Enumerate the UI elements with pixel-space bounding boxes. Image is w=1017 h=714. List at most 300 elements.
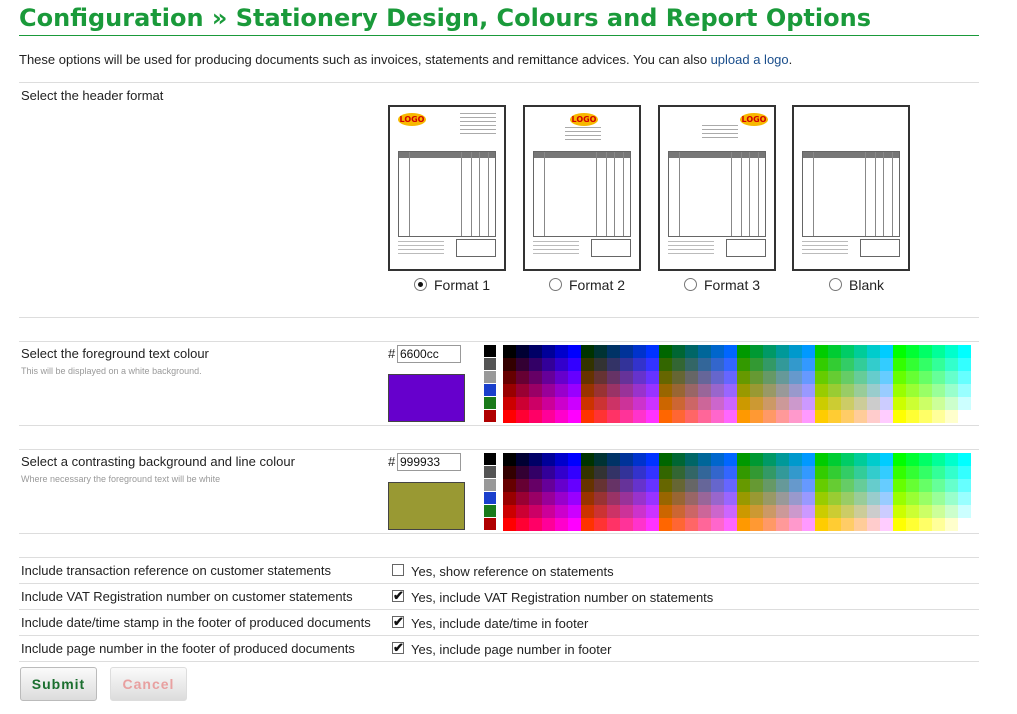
palette-swatch[interactable] (802, 371, 815, 384)
palette-swatch[interactable] (763, 479, 776, 492)
palette-swatch[interactable] (698, 358, 711, 371)
palette-swatch[interactable] (841, 492, 854, 505)
radio-icon[interactable] (829, 278, 842, 291)
palette-swatch[interactable] (646, 453, 659, 466)
palette-swatch[interactable] (750, 358, 763, 371)
vat-registration-checkbox[interactable]: ✔ (393, 588, 404, 603)
palette-swatch[interactable] (789, 358, 802, 371)
palette-swatch[interactable] (750, 345, 763, 358)
palette-swatch[interactable] (737, 492, 750, 505)
palette-swatch[interactable] (750, 384, 763, 397)
palette-swatch[interactable] (542, 479, 555, 492)
palette-swatch[interactable] (568, 505, 581, 518)
palette-swatch[interactable] (724, 384, 737, 397)
palette-swatch[interactable] (581, 453, 594, 466)
palette-swatch[interactable] (906, 479, 919, 492)
palette-swatch[interactable] (542, 345, 555, 358)
palette-swatch[interactable] (737, 505, 750, 518)
palette-swatch[interactable] (958, 410, 971, 423)
background-colour-palette[interactable] (484, 453, 971, 531)
palette-swatch[interactable] (607, 492, 620, 505)
palette-swatch[interactable] (672, 505, 685, 518)
palette-swatch[interactable] (581, 505, 594, 518)
palette-swatch[interactable] (516, 518, 529, 531)
palette-swatch[interactable] (672, 410, 685, 423)
palette-swatch[interactable] (893, 371, 906, 384)
palette-swatch[interactable] (880, 505, 893, 518)
palette-swatch[interactable] (581, 384, 594, 397)
palette-swatch[interactable] (568, 345, 581, 358)
palette-swatch[interactable] (555, 358, 568, 371)
palette-swatch[interactable] (815, 453, 828, 466)
palette-swatch[interactable] (555, 453, 568, 466)
palette-swatch[interactable] (828, 479, 841, 492)
palette-swatch[interactable] (503, 453, 516, 466)
palette-swatch[interactable] (594, 518, 607, 531)
vat-registration-checkbox-label[interactable]: Yes, include VAT Registration number on statements (411, 590, 714, 605)
palette-swatch[interactable] (854, 466, 867, 479)
palette-swatch[interactable] (581, 358, 594, 371)
palette-swatch[interactable] (594, 466, 607, 479)
palette-swatch[interactable] (828, 518, 841, 531)
palette-swatch[interactable] (854, 384, 867, 397)
palette-swatch[interactable] (724, 410, 737, 423)
palette-swatch[interactable] (698, 453, 711, 466)
palette-swatch[interactable] (841, 371, 854, 384)
palette-swatch[interactable] (711, 358, 724, 371)
palette-swatch[interactable] (919, 384, 932, 397)
palette-swatch[interactable] (893, 345, 906, 358)
palette-swatch[interactable] (737, 466, 750, 479)
palette-swatch[interactable] (659, 453, 672, 466)
palette-swatch[interactable] (542, 358, 555, 371)
palette-swatch[interactable] (854, 345, 867, 358)
palette-swatch[interactable] (893, 466, 906, 479)
palette-swatch[interactable] (867, 384, 880, 397)
palette-swatch[interactable] (828, 397, 841, 410)
palette-swatch[interactable] (841, 505, 854, 518)
palette-swatch[interactable] (802, 492, 815, 505)
palette-swatch[interactable] (776, 518, 789, 531)
palette-swatch[interactable] (828, 453, 841, 466)
palette-swatch[interactable] (568, 358, 581, 371)
palette-swatch[interactable] (568, 371, 581, 384)
palette-swatch[interactable] (698, 410, 711, 423)
palette-swatch[interactable] (685, 358, 698, 371)
palette-swatch[interactable] (711, 518, 724, 531)
palette-swatch[interactable] (906, 518, 919, 531)
palette-swatch[interactable] (893, 492, 906, 505)
palette-swatch[interactable] (945, 518, 958, 531)
palette-swatch[interactable] (789, 384, 802, 397)
palette-swatch[interactable] (841, 345, 854, 358)
palette-swatch[interactable] (932, 492, 945, 505)
palette-swatch[interactable] (958, 397, 971, 410)
palette-swatch[interactable] (724, 466, 737, 479)
palette-swatch[interactable] (698, 518, 711, 531)
palette-swatch[interactable] (945, 466, 958, 479)
palette-swatch[interactable] (594, 410, 607, 423)
palette-swatch[interactable] (737, 371, 750, 384)
palette-swatch[interactable] (828, 371, 841, 384)
palette-swatch[interactable] (880, 397, 893, 410)
palette-swatch[interactable] (724, 492, 737, 505)
palette-swatch[interactable] (880, 453, 893, 466)
palette-swatch[interactable] (529, 466, 542, 479)
palette-swatch[interactable] (633, 384, 646, 397)
palette-swatch[interactable] (672, 384, 685, 397)
palette-swatch[interactable] (828, 492, 841, 505)
palette-swatch[interactable] (828, 384, 841, 397)
palette-swatch[interactable] (724, 397, 737, 410)
palette-swatch[interactable] (776, 358, 789, 371)
palette-swatch[interactable] (581, 397, 594, 410)
palette-swatch[interactable] (789, 479, 802, 492)
palette-swatch[interactable] (776, 410, 789, 423)
palette-swatch[interactable] (763, 358, 776, 371)
palette-swatch[interactable] (581, 492, 594, 505)
palette-swatch[interactable] (828, 345, 841, 358)
palette-swatch[interactable] (750, 466, 763, 479)
palette-swatch[interactable] (906, 384, 919, 397)
palette-swatch[interactable] (646, 384, 659, 397)
transaction-reference-checkbox-label[interactable]: Yes, show reference on statements (411, 564, 614, 579)
palette-swatch[interactable] (828, 410, 841, 423)
palette-swatch[interactable] (555, 466, 568, 479)
palette-swatch[interactable] (841, 410, 854, 423)
palette-swatch[interactable] (659, 345, 672, 358)
palette-swatch[interactable] (958, 505, 971, 518)
palette-swatch[interactable] (724, 453, 737, 466)
palette-swatch[interactable] (633, 397, 646, 410)
palette-swatch[interactable] (958, 358, 971, 371)
palette-swatch[interactable] (776, 466, 789, 479)
palette-swatch[interactable] (789, 453, 802, 466)
palette-swatch[interactable] (750, 479, 763, 492)
palette-swatch[interactable] (542, 492, 555, 505)
format-2-radio[interactable]: Format 2 (549, 277, 625, 293)
palette-swatch[interactable] (516, 453, 529, 466)
palette-swatch[interactable] (919, 492, 932, 505)
palette-swatch[interactable] (646, 492, 659, 505)
palette-swatch[interactable] (750, 397, 763, 410)
palette-swatch[interactable] (672, 518, 685, 531)
palette-swatch[interactable] (802, 479, 815, 492)
palette-swatch[interactable] (594, 384, 607, 397)
palette-swatch[interactable] (568, 492, 581, 505)
format-3-preview[interactable] (658, 105, 776, 271)
palette-swatch[interactable] (958, 466, 971, 479)
palette-swatch[interactable] (620, 345, 633, 358)
palette-swatch[interactable] (841, 397, 854, 410)
palette-swatch[interactable] (685, 505, 698, 518)
cancel-button[interactable]: Cancel (110, 667, 187, 701)
palette-swatch[interactable] (815, 345, 828, 358)
palette-swatch[interactable] (685, 345, 698, 358)
palette-swatch[interactable] (867, 358, 880, 371)
palette-swatch[interactable] (484, 371, 496, 383)
palette-swatch[interactable] (919, 410, 932, 423)
palette-swatch[interactable] (945, 505, 958, 518)
palette-swatch[interactable] (620, 397, 633, 410)
palette-swatch[interactable] (607, 466, 620, 479)
palette-swatch[interactable] (529, 358, 542, 371)
palette-swatch[interactable] (633, 453, 646, 466)
palette-swatch[interactable] (659, 492, 672, 505)
palette-swatch[interactable] (724, 345, 737, 358)
palette-swatch[interactable] (932, 358, 945, 371)
palette-swatch[interactable] (633, 492, 646, 505)
palette-swatch[interactable] (763, 384, 776, 397)
palette-swatch[interactable] (659, 505, 672, 518)
palette-swatch[interactable] (763, 345, 776, 358)
palette-swatch[interactable] (698, 492, 711, 505)
palette-swatch[interactable] (542, 410, 555, 423)
palette-swatch[interactable] (789, 505, 802, 518)
palette-swatch[interactable] (529, 492, 542, 505)
palette-swatch[interactable] (607, 410, 620, 423)
palette-swatch[interactable] (932, 410, 945, 423)
palette-swatch[interactable] (542, 397, 555, 410)
palette-swatch[interactable] (945, 358, 958, 371)
palette-swatch[interactable] (802, 410, 815, 423)
palette-swatch[interactable] (750, 371, 763, 384)
palette-swatch[interactable] (893, 505, 906, 518)
palette-swatch[interactable] (698, 479, 711, 492)
blank-format-preview[interactable] (792, 105, 910, 271)
palette-swatch[interactable] (659, 479, 672, 492)
palette-swatch[interactable] (568, 453, 581, 466)
palette-swatch[interactable] (737, 453, 750, 466)
palette-swatch[interactable] (724, 518, 737, 531)
palette-swatch[interactable] (503, 358, 516, 371)
palette-swatch[interactable] (503, 492, 516, 505)
palette-swatch[interactable] (958, 371, 971, 384)
palette-swatch[interactable] (880, 384, 893, 397)
palette-swatch[interactable] (763, 518, 776, 531)
palette-swatch[interactable] (555, 397, 568, 410)
palette-swatch[interactable] (659, 466, 672, 479)
palette-swatch[interactable] (484, 453, 496, 465)
palette-swatch[interactable] (958, 345, 971, 358)
submit-button[interactable]: Submit (20, 667, 97, 701)
palette-swatch[interactable] (633, 518, 646, 531)
palette-swatch[interactable] (607, 453, 620, 466)
palette-swatch[interactable] (750, 410, 763, 423)
palette-swatch[interactable] (555, 410, 568, 423)
palette-swatch[interactable] (620, 518, 633, 531)
palette-swatch[interactable] (815, 492, 828, 505)
palette-swatch[interactable] (607, 384, 620, 397)
palette-swatch[interactable] (776, 384, 789, 397)
radio-icon[interactable] (549, 278, 562, 291)
palette-swatch[interactable] (919, 345, 932, 358)
palette-swatch[interactable] (763, 410, 776, 423)
palette-swatch[interactable] (581, 479, 594, 492)
palette-swatch[interactable] (737, 410, 750, 423)
palette-swatch[interactable] (516, 466, 529, 479)
palette-swatch[interactable] (503, 384, 516, 397)
palette-swatch[interactable] (484, 397, 496, 409)
palette-swatch[interactable] (633, 479, 646, 492)
palette-swatch[interactable] (815, 397, 828, 410)
palette-swatch[interactable] (581, 518, 594, 531)
palette-swatch[interactable] (646, 466, 659, 479)
palette-swatch[interactable] (633, 466, 646, 479)
palette-swatch[interactable] (919, 358, 932, 371)
palette-swatch[interactable] (919, 505, 932, 518)
palette-swatch[interactable] (802, 453, 815, 466)
palette-swatch[interactable] (555, 371, 568, 384)
palette-swatch[interactable] (503, 518, 516, 531)
palette-swatch[interactable] (516, 410, 529, 423)
palette-swatch[interactable] (815, 371, 828, 384)
palette-swatch[interactable] (893, 358, 906, 371)
palette-swatch[interactable] (750, 492, 763, 505)
palette-swatch[interactable] (484, 410, 496, 422)
palette-swatch[interactable] (542, 466, 555, 479)
palette-swatch[interactable] (542, 518, 555, 531)
palette-swatch[interactable] (841, 466, 854, 479)
palette-swatch[interactable] (503, 410, 516, 423)
palette-swatch[interactable] (659, 518, 672, 531)
palette-swatch[interactable] (737, 518, 750, 531)
palette-swatch[interactable] (893, 453, 906, 466)
palette-swatch[interactable] (516, 397, 529, 410)
palette-swatch[interactable] (854, 479, 867, 492)
palette-swatch[interactable] (737, 358, 750, 371)
palette-swatch[interactable] (484, 479, 496, 491)
palette-swatch[interactable] (945, 410, 958, 423)
palette-swatch[interactable] (776, 505, 789, 518)
palette-swatch[interactable] (854, 453, 867, 466)
palette-swatch[interactable] (802, 345, 815, 358)
palette-swatch[interactable] (867, 479, 880, 492)
palette-swatch[interactable] (484, 518, 496, 530)
palette-swatch[interactable] (854, 397, 867, 410)
palette-swatch[interactable] (763, 466, 776, 479)
palette-swatch[interactable] (620, 479, 633, 492)
upload-logo-link[interactable]: upload a logo (710, 52, 789, 67)
palette-swatch[interactable] (581, 466, 594, 479)
palette-swatch[interactable] (568, 466, 581, 479)
palette-swatch[interactable] (503, 371, 516, 384)
palette-swatch[interactable] (945, 492, 958, 505)
palette-swatch[interactable] (802, 505, 815, 518)
palette-swatch[interactable] (945, 384, 958, 397)
palette-swatch[interactable] (802, 384, 815, 397)
palette-swatch[interactable] (841, 479, 854, 492)
palette-swatch[interactable] (542, 384, 555, 397)
palette-swatch[interactable] (646, 518, 659, 531)
palette-swatch[interactable] (685, 479, 698, 492)
palette-swatch[interactable] (867, 345, 880, 358)
palette-swatch[interactable] (854, 518, 867, 531)
palette-swatch[interactable] (659, 410, 672, 423)
palette-swatch[interactable] (854, 505, 867, 518)
format-2-preview[interactable] (523, 105, 641, 271)
palette-swatch[interactable] (516, 384, 529, 397)
palette-swatch[interactable] (568, 410, 581, 423)
palette-swatch[interactable] (503, 505, 516, 518)
palette-swatch[interactable] (633, 505, 646, 518)
palette-swatch[interactable] (672, 492, 685, 505)
palette-swatch[interactable] (932, 466, 945, 479)
datetime-stamp-checkbox-label[interactable]: Yes, include date/time in footer (411, 616, 589, 631)
palette-swatch[interactable] (893, 410, 906, 423)
transaction-reference-checkbox[interactable] (392, 564, 404, 576)
palette-swatch[interactable] (685, 397, 698, 410)
palette-swatch[interactable] (906, 358, 919, 371)
palette-swatch[interactable] (893, 397, 906, 410)
palette-swatch[interactable] (841, 518, 854, 531)
palette-swatch[interactable] (906, 453, 919, 466)
palette-swatch[interactable] (958, 479, 971, 492)
palette-swatch[interactable] (594, 345, 607, 358)
palette-swatch[interactable] (698, 397, 711, 410)
palette-swatch[interactable] (932, 453, 945, 466)
palette-swatch[interactable] (828, 466, 841, 479)
palette-swatch[interactable] (828, 358, 841, 371)
palette-swatch[interactable] (945, 345, 958, 358)
palette-swatch[interactable] (685, 384, 698, 397)
foreground-colour-palette[interactable] (484, 345, 971, 423)
palette-swatch[interactable] (776, 371, 789, 384)
palette-swatch[interactable] (841, 384, 854, 397)
palette-swatch[interactable] (711, 479, 724, 492)
palette-swatch[interactable] (633, 410, 646, 423)
palette-swatch[interactable] (698, 371, 711, 384)
radio-icon[interactable] (684, 278, 697, 291)
palette-swatch[interactable] (529, 479, 542, 492)
palette-swatch[interactable] (945, 453, 958, 466)
palette-swatch[interactable] (763, 397, 776, 410)
palette-swatch[interactable] (555, 479, 568, 492)
palette-swatch[interactable] (620, 453, 633, 466)
palette-swatch[interactable] (776, 453, 789, 466)
palette-swatch[interactable] (958, 518, 971, 531)
palette-swatch[interactable] (919, 479, 932, 492)
palette-swatch[interactable] (906, 492, 919, 505)
palette-swatch[interactable] (802, 466, 815, 479)
palette-swatch[interactable] (542, 505, 555, 518)
palette-swatch[interactable] (789, 371, 802, 384)
palette-swatch[interactable] (711, 410, 724, 423)
palette-swatch[interactable] (594, 492, 607, 505)
palette-swatch[interactable] (633, 371, 646, 384)
palette-swatch[interactable] (867, 466, 880, 479)
palette-swatch[interactable] (529, 384, 542, 397)
datetime-stamp-checkbox[interactable]: ✔ (393, 614, 404, 629)
palette-swatch[interactable] (711, 397, 724, 410)
palette-swatch[interactable] (568, 479, 581, 492)
format-1-radio[interactable]: Format 1 (414, 277, 490, 293)
palette-swatch[interactable] (880, 358, 893, 371)
palette-swatch[interactable] (620, 492, 633, 505)
palette-swatch[interactable] (945, 397, 958, 410)
palette-swatch[interactable] (919, 453, 932, 466)
palette-swatch[interactable] (672, 479, 685, 492)
palette-swatch[interactable] (698, 345, 711, 358)
palette-swatch[interactable] (672, 345, 685, 358)
palette-swatch[interactable] (672, 466, 685, 479)
palette-swatch[interactable] (867, 518, 880, 531)
palette-swatch[interactable] (906, 345, 919, 358)
palette-swatch[interactable] (854, 492, 867, 505)
palette-swatch[interactable] (594, 505, 607, 518)
palette-swatch[interactable] (789, 518, 802, 531)
palette-swatch[interactable] (607, 397, 620, 410)
